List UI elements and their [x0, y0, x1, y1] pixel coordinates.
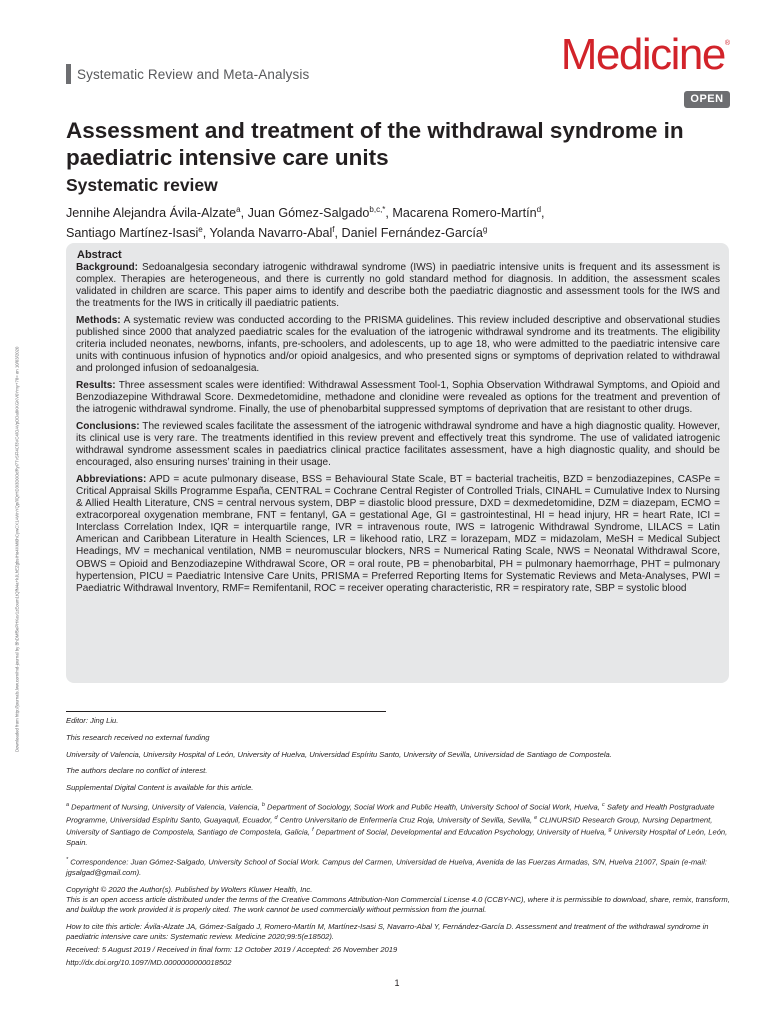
section-label [66, 64, 309, 84]
editor-note: Editor: Jing Liu. [66, 716, 119, 725]
author-name[interactable]: , Yolanda Navarro-Abal [202, 225, 333, 240]
open-access-badge: OPEN [684, 91, 730, 108]
abstract-methods [76, 315, 720, 375]
author-name[interactable]: Jennihe Alejandra Ávila-Alzate [66, 206, 237, 221]
abstract-heading: Abstract [77, 249, 122, 261]
author-name[interactable]: Santiago Martínez-Isasi [66, 225, 199, 240]
download-notice: Downloaded from http://journals.lww.com/md-journal by BhDMf5ePHKav1zEoum1tQfN4a+kJLhEZgbsIHo4XMi0hCywCX1AWnYQp/IlQrHD3i3D0OdRyi7TvSFl4Cf3VC4/OAVpDDa8KKGKV0Ymy+78= on 10/03/2020 [14, 346, 20, 752]
abstract-abbreviations [76, 474, 720, 595]
copyright-note: Copyright © 2020 the Author(s). Published by Wolters Kluwer Health, Inc. [66, 884, 313, 894]
abbreviations-label: Abbreviations: [76, 473, 147, 485]
affiliation-text: Department of Sociology, Social Work and Public Health, University School of Social Work, Huelva, [264, 802, 602, 812]
journal-logo-text: Medicine [560, 30, 725, 79]
footnote-divider [66, 711, 386, 712]
affiliation-marker: g [482, 224, 488, 234]
author-name[interactable]: , Juan Gómez-Salgado [240, 206, 370, 221]
section-bar [66, 64, 71, 84]
affiliation-text: Safety and Health Postgraduate Programme, Universidad Espíritu Santo, Guayaquil, Ecuador, [66, 802, 715, 825]
affiliation-marker: d [274, 814, 278, 821]
methods-label: Methods: [76, 314, 121, 326]
registered-mark: ® [724, 40, 730, 47]
abbreviations-text: APD = acute pulmonary disease, BSS = Behavioural State Scale, BT = bacterial tracheitis, BZD = benzodiazepines, CASPe = Critical Appraisal Skills Programme España, CENTRAL = Cochrane Central Register of Controlled Trials, CINAHL = Cumulative Index to Nursing & Allied Health Literature, CNS = central nervous system, DBP = diastolic blood pressure, DXD = dexmedetomidine, DZM = diazepam, ECMO = extracorporeal oxygenation membrane, FNT = fentanyl, GA = gestational Age, GI = gastrointestinal, HI = head injury, HR = heart Rate, ICI = Interclass Correlation Index, IQR = interquartile range, IVR = intravenous route, IWS = Iatrogenic Withdrawal Syndrome, LILACS = Latin American and Caribbean Literature in Health Sciences, LR = likehood ratio, LRZ = lorazepam, MDZ = midazolam, MeSH = Medical Subject Headings, MV = mechanical ventilation, NMB = neuromuscular blockers, NRS = Numerical Rating Scale, NWS = Neonatal Withdrawal Score, OBWS = Opioid and Benzodiazepine Withdrawal Score, OR = oral route, PB = phenobarbital, PH = pulmonary haemorrhage, PHT = pulmonary hypertension, PICU = Paediatric Intensive Care Units, PRISMA = Preferred Reporting Items for Systematic Reviews and Meta-Analyses, PWI = Paediatric Withdrawal Inventory, RMF= Remifentanil, ROC = receiver operating characteristic, RR = respiratory rate, SBP = systolic blood [76, 473, 720, 594]
institutions-note: University of Valencia, University Hospital of León, University of Huelva, Universidad Espíritu Santo, University of Sevilla, Universidad de Santiago de Compostela. [66, 749, 612, 759]
background-label: Background: [76, 262, 138, 273]
citation-note: How to cite this article: Ávila-Alzate JA, Gómez-Salgado J, Romero-Martín M, Martínez-Isasi S, Navarro-Abal Y, Fernández-García D. Assessment and treatment of the withdrawal syndrome in paediatric intensive care units: Systematic review. Medicine 2020;99:5(e18502). [66, 921, 709, 941]
author-name[interactable]: , Daniel Fernández-García [334, 225, 483, 240]
article-title: Assessment and treatment of the withdrawal syndrome in paediatric intensive care units [66, 118, 684, 170]
affiliation-marker: b,c,* [369, 205, 386, 214]
affiliation-text: Department of Social, Developmental and Education Psychology, University of Huelva, [313, 827, 609, 837]
affiliation-marker: e [534, 814, 538, 821]
results-label: Results: [76, 380, 116, 392]
affiliations-note [66, 800, 730, 848]
abstract-results [76, 380, 720, 416]
affiliation-text: Department of Nursing, University of Valencia, Valencia, [69, 802, 262, 812]
doi-link[interactable]: http://dx.doi.org/10.1097/MD.0000000000018502 [66, 958, 232, 968]
affiliation-text: CLINURSID Research Group, Nursing Department, University of Santiago de Compostela, Santiago de Compostela, Galicia, [66, 815, 713, 837]
affiliation-marker: d [536, 205, 542, 214]
author-name[interactable]: , Macarena Romero-Martín [385, 206, 537, 221]
funding-note: This research received no external funding [66, 732, 210, 742]
results-text: Three assessment scales were identified: Withdrawal Assessment Tool-1, Sophia Observation Withdrawal Symptoms, and Opioid and Benzodiazepine Withdrawal Score. Dexmedetomidine, methadone and clonidine were revealed as options for the treatment and prevention of the iatrogenic withdrawal syndrome. Finally, the use of phenobarbital suppressed symptoms of deprivation that are resistant to other drugs. [76, 380, 720, 416]
page-number: 1 [394, 978, 400, 988]
author-list [66, 202, 706, 241]
abstract-conclusions [76, 421, 720, 469]
correspondence-marker: * [66, 856, 69, 863]
section-title: Systematic Review and Meta-Analysis [77, 66, 310, 82]
affiliation-marker: e [198, 224, 203, 234]
affiliation-marker: b [261, 801, 265, 808]
affiliation-text: Centro Universitario de Enfermería Cruz Roja, University of Sevilla, Sevilla, [277, 815, 535, 825]
abstract-background [76, 262, 720, 310]
license-note: This is an open access article distributed under the terms of the Creative Commons Attribution-Non Commercial License 4.0 (CCBY-NC), where it is permissible to download, share, remix, transform, and buildup the work provided it is properly cited. The work cannot be used commercially without permission from the journal. [66, 894, 730, 914]
affiliation-marker: c [601, 801, 605, 808]
conflict-note: The authors declare no conflict of interest. [66, 766, 208, 776]
affiliation-marker: a [236, 205, 241, 214]
affiliation-marker: a [66, 801, 70, 808]
conclusions-text: The reviewed scales facilitate the assessment of the iatrogenic withdrawal syndrome and have a high diagnostic quality. However, its clinical use is very rare. The treatments identified in this review prevent and effectively treat this syndrome. The use of validated iatrogenic withdrawal syndrome assessment scales in paediatrics clinical practice facilitates assessment, have a high diagnostic quality, and should be encouraged, also ensuring nurses’ training in their usage. [76, 420, 720, 469]
article-subtitle: Systematic review [66, 175, 218, 195]
conclusions-label: Conclusions: [76, 420, 140, 432]
abstract-box [66, 243, 729, 683]
footnotes [66, 716, 730, 969]
author-separator: , [541, 206, 545, 221]
background-text: Sedoanalgesia secondary iatrogenic withdrawal syndrome (IWS) in paediatric intensive units is frequent and its assessment is complex. Therapies are heterogeneous, and there is currently no gold standard method for diagnosis. In addition, the assessment scales validated in children are scarce. This paper aims to identify and describe both the paediatric diagnostic and assessment tools for the IWS and the treatments for the IWS in critically ill paediatric patients. [76, 262, 720, 310]
affiliation-marker: f [332, 224, 335, 234]
journal-logo[interactable] [561, 30, 730, 80]
methods-text: A systematic review was conducted according to the PRISMA guidelines. This review included descriptive and observational studies published since 2000 that analyzed paediatric scales for the evaluation of the iatrogenic withdrawal syndrome and its treatments. The eligibility criteria included neonates, newborns, infants, pre-schoolers, and adolescents, up to age 18, who were admitted to the paediatric intensive care units with continuous infusion of hypnotics and/or opioid analgesics, and who presented signs or symptoms of deprivation related to withdrawal and prolonged infusion of sedoanalgesia. [76, 314, 720, 375]
affiliation-text: University Hospital of León, León, Spain. [66, 827, 728, 848]
correspondence-text[interactable]: Correspondence: Juan Gómez-Salgado, University School of Social Work. Campus del Carmen, Universidad de Huelva, Avenida de las Fuerzas Armadas, S/N, Huelva 21007, Spain (e-mail: jgsalgad@gmail.com). [66, 857, 707, 877]
affiliation-marker: f [312, 827, 314, 834]
affiliation-marker: g [608, 827, 612, 834]
correspondence-note [66, 855, 730, 878]
supplemental-note: Supplemental Digital Content is available for this article. [66, 783, 254, 793]
dates-note: Received: 5 August 2019 / Received in final form: 12 October 2019 / Accepted: 26 November 2019 [66, 945, 398, 955]
